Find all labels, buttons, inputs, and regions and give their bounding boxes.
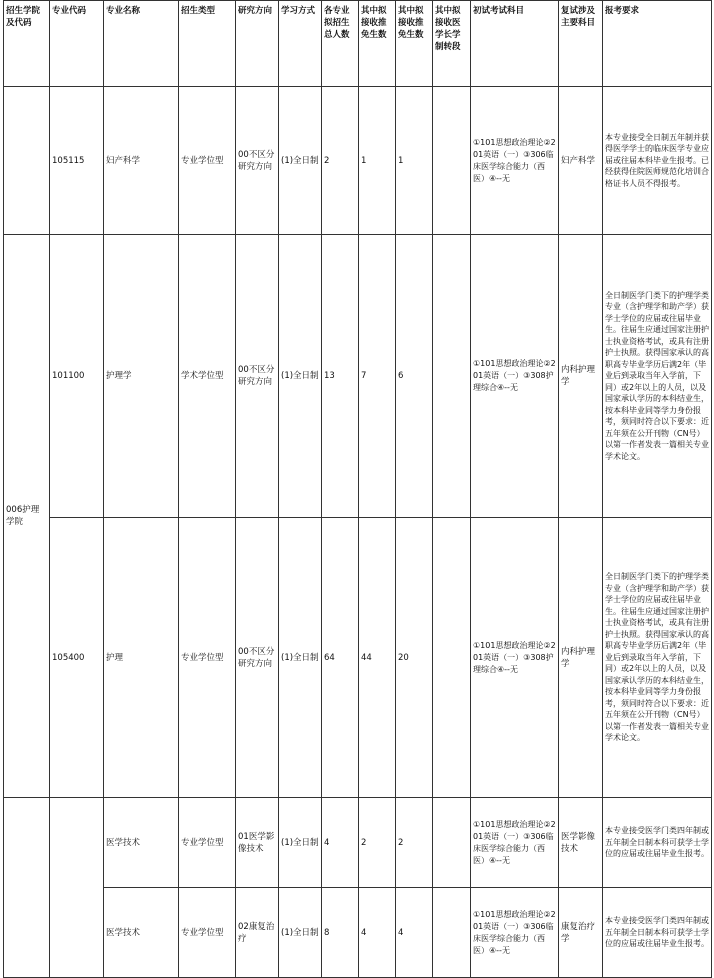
cell-requirements: 本专业接受医学门类四年制或五年制全日制本科可获学士学位的应届或往届毕业生报考。 <box>603 798 712 888</box>
cell-direction: 00不区分研究方向 <box>236 235 279 518</box>
cell-requirements: 全日制医学门类下的护理学类专业（含护理学和助产学）获学士学位的应届或往届毕业生。往届生应通过国家注册护士执业资格考试，或具有注册护士执照。获得国家承认的高职高专毕业学历后满2年（毕业后到录取当年入学前，下同）或2年以上的人员，以及国家承认学历的本科结业生，按本科毕业同等学力身份报考，须同时符合以下要求：近五年须在公开刊物（CN号）以第一作者发表一篇相关专业学术论文。 <box>603 235 712 518</box>
cell-recommend: 1 <box>359 87 396 235</box>
cell-requirements: 全日制医学门类下的护理学类专业（含护理学和助产学）获学士学位的应届或往届毕业生。往届生应通过国家注册护士执业资格考试，或具有注册护士执照。获得国家承认的高职高专毕业学历后满2年（毕业后到录取当年入学前，下同）或2年以上的人员，以及国家承认学历的本科结业生，按本科毕业同等学力身份报考，须同时符合以下要求：近五年须在公开刊物（CN号）以第一作者发表一篇相关专业学术论文。 <box>603 518 712 798</box>
cell-mode: (1)全日制 <box>279 518 322 798</box>
cell-total: 64 <box>322 518 359 798</box>
cell-recommend: 4 <box>359 888 396 978</box>
cell-type: 学术学位型 <box>179 235 236 518</box>
header-exam: 初试考试科目 <box>471 1 559 87</box>
header-row <box>4 1 712 87</box>
header-code: 专业代码 <box>50 1 104 87</box>
cell-exam: ①101思想政治理论②201英语（一）③308护理综合④--无 <box>471 235 559 518</box>
cell-code: 105400 <box>50 518 104 798</box>
cell-code <box>50 798 104 978</box>
header-direction: 研究方向 <box>236 1 279 87</box>
cell-direction: 00不区分研究方向 <box>236 87 279 235</box>
cell-name: 护理学 <box>104 235 179 518</box>
cell-exempt: 1 <box>396 87 433 235</box>
cell-name: 护理 <box>104 518 179 798</box>
table-row <box>4 888 712 978</box>
header-retest: 复试涉及主要科目 <box>559 1 603 87</box>
header-college: 招生学院及代码 <box>4 1 50 87</box>
admissions-table <box>3 0 712 978</box>
cell-direction: 01医学影像技术 <box>236 798 279 888</box>
cell-mode: (1)全日制 <box>279 235 322 518</box>
header-transfer: 其中拟接收医学长学制转段 <box>433 1 471 87</box>
cell-transfer <box>433 798 471 888</box>
cell-code: 105115 <box>50 87 104 235</box>
cell-exam: ①101思想政治理论②201英语（一）③306临床医学综合能力（西医）④--无 <box>471 87 559 235</box>
cell-exempt: 2 <box>396 798 433 888</box>
cell-name: 妇产科学 <box>104 87 179 235</box>
cell-direction: 02康复治疗 <box>236 888 279 978</box>
header-type: 招生类型 <box>179 1 236 87</box>
cell-exempt: 6 <box>396 235 433 518</box>
cell-transfer <box>433 235 471 518</box>
cell-exam: ①101思想政治理论②201英语（一）③306临床医学综合能力（西医）④--无 <box>471 888 559 978</box>
cell-total: 4 <box>322 798 359 888</box>
cell-total: 8 <box>322 888 359 978</box>
table-row <box>4 798 712 888</box>
cell-exempt: 20 <box>396 518 433 798</box>
cell-name: 医学技术 <box>104 798 179 888</box>
header-name: 专业名称 <box>104 1 179 87</box>
cell-requirements: 本专业接受医学门类四年制或五年制全日制本科可获学士学位的应届或往届毕业生报考。 <box>603 888 712 978</box>
cell-type: 专业学位型 <box>179 87 236 235</box>
cell-total: 13 <box>322 235 359 518</box>
cell-requirements: 本专业接受全日制五年制并获得医学学士的临床医学专业应届或往届本科毕业生报考。已经获得住院医师规范化培训合格证书人员不得报考。 <box>603 87 712 235</box>
cell-recommend: 44 <box>359 518 396 798</box>
header-recommend: 其中拟接收推免生数 <box>359 1 396 87</box>
college-cell-empty <box>4 87 50 235</box>
cell-retest: 内科护理学 <box>559 235 603 518</box>
cell-code: 101100 <box>50 235 104 518</box>
cell-recommend: 2 <box>359 798 396 888</box>
cell-type: 专业学位型 <box>179 798 236 888</box>
cell-mode: (1)全日制 <box>279 798 322 888</box>
header-requirements: 报考要求 <box>603 1 712 87</box>
cell-transfer <box>433 518 471 798</box>
cell-retest: 妇产科学 <box>559 87 603 235</box>
cell-name: 医学技术 <box>104 888 179 978</box>
header-mode: 学习方式 <box>279 1 322 87</box>
cell-transfer <box>433 888 471 978</box>
cell-type: 专业学位型 <box>179 888 236 978</box>
cell-total: 2 <box>322 87 359 235</box>
college-cell: 006护理学院 <box>4 235 50 798</box>
cell-retest: 内科护理学 <box>559 518 603 798</box>
cell-recommend: 7 <box>359 235 396 518</box>
cell-direction: 00不区分研究方向 <box>236 518 279 798</box>
cell-mode: (1)全日制 <box>279 888 322 978</box>
college-cell-empty <box>4 798 50 978</box>
cell-retest: 医学影像技术 <box>559 798 603 888</box>
cell-exam: ①101思想政治理论②201英语（一）③306临床医学综合能力（西医）④--无 <box>471 798 559 888</box>
table-row <box>4 518 712 798</box>
header-total: 各专业拟招生总人数 <box>322 1 359 87</box>
table-row <box>4 87 712 235</box>
header-exempt: 其中拟接收推免生数 <box>396 1 433 87</box>
cell-exempt: 4 <box>396 888 433 978</box>
cell-exam: ①101思想政治理论②201英语（一）③308护理综合④--无 <box>471 518 559 798</box>
cell-mode: (1)全日制 <box>279 87 322 235</box>
table-row <box>4 235 712 518</box>
cell-retest: 康复治疗学 <box>559 888 603 978</box>
cell-type: 专业学位型 <box>179 518 236 798</box>
cell-transfer <box>433 87 471 235</box>
